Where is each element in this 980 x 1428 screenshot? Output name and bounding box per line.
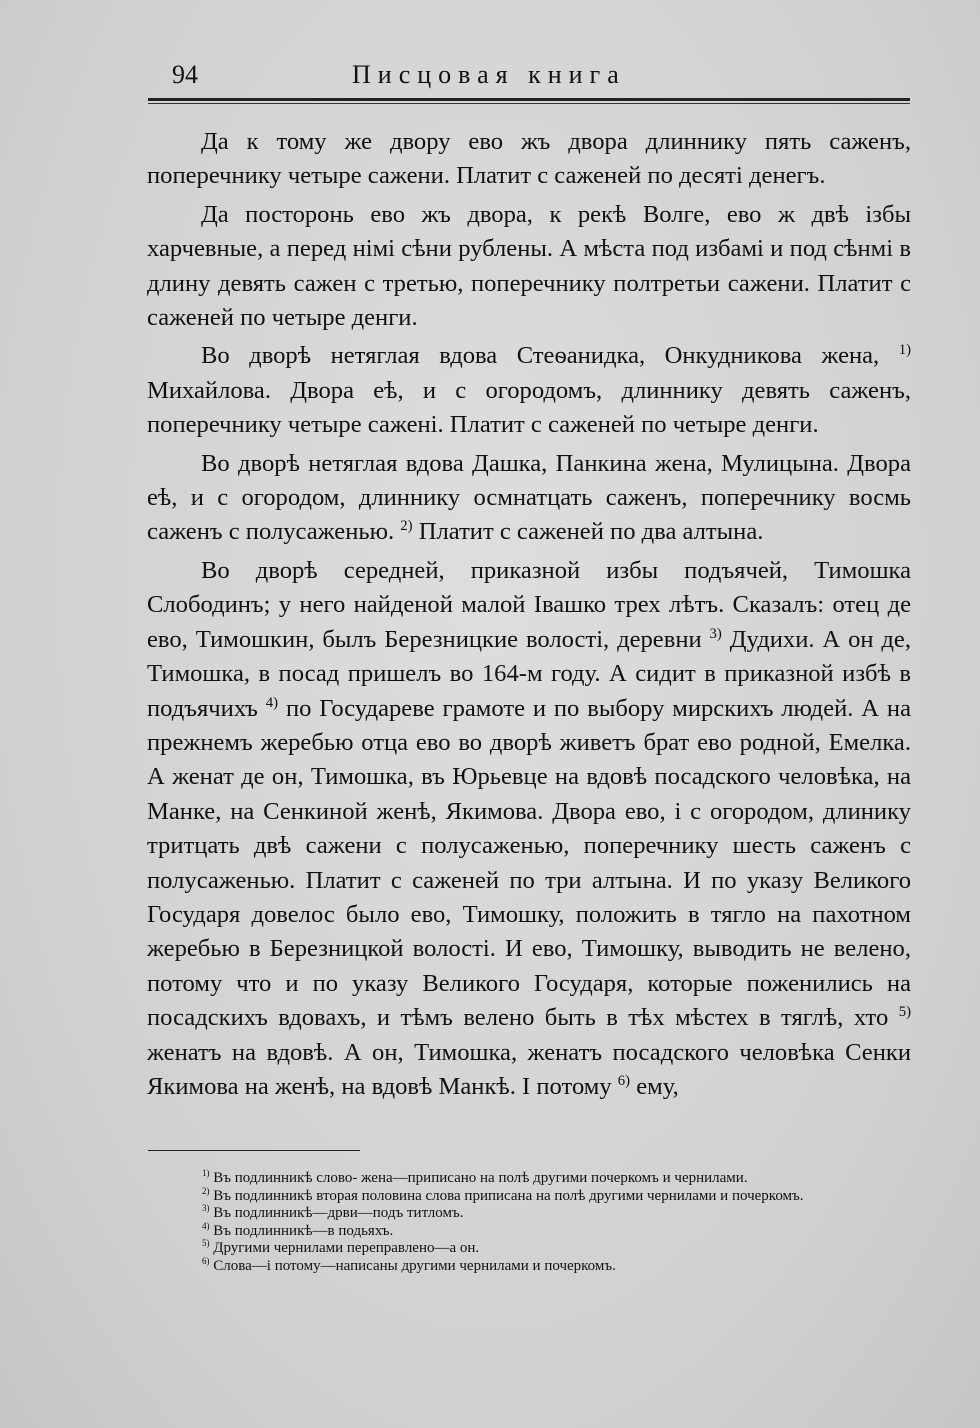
running-title: Писцовая книга — [352, 60, 626, 89]
footnote-text: Въ подлинникѣ слово- жена—приписано на полѣ другими почеркомъ и чернилами. — [213, 1170, 748, 1186]
footnotes — [148, 1170, 910, 1275]
paragraph — [147, 339, 911, 442]
footnote-mark: 2) — [202, 1185, 210, 1196]
footnote — [148, 1205, 910, 1223]
paragraph — [147, 554, 911, 1105]
paragraph-text: Во дворѣ нетяглая вдова Стеѳанидка, Онкудникова жена, — [201, 342, 880, 370]
footnote — [148, 1185, 910, 1206]
paragraph — [147, 125, 911, 194]
paragraph-text: Платит с саженей по два алтына. — [418, 518, 764, 546]
footnote-mark: 1) — [202, 1168, 210, 1178]
header-rule-thin — [148, 103, 910, 104]
footnote-text: Въ подлинникѣ—в подьяхъ. — [213, 1222, 394, 1239]
paragraph-text: Во дворѣ нетяглая вдова Дашка, Панкина жена, Мулицына. Двора еѣ, и с огородом, длиннику осмнатцать саженъ, поперечнику восмь саженъ с полусаженью. — [147, 449, 911, 546]
footnote-rule — [148, 1150, 360, 1151]
paragraph-text: Михайлова. Двора еѣ, и с огородомъ, длиннику девять саженъ, поперечнику четыре сажені. Платит с саженей по четыре денги. — [147, 376, 911, 439]
footnote-text: Другими чернилами переправлено—а он. — [213, 1240, 480, 1256]
footnote-ref: 5) — [898, 1003, 911, 1020]
footnote-ref: 4) — [265, 694, 279, 711]
footnote-text: Въ подлинникѣ—дрви—подъ титломъ. — [213, 1205, 464, 1221]
body-text — [147, 125, 911, 1108]
page-number: 94 — [172, 60, 198, 89]
footnote-mark: 5) — [202, 1238, 210, 1248]
paragraph-text: Да посторонь ево жъ двора, к рекѣ Волге, ево ж двѣ ізбы харчевные, а перед німі сѣни рублены. А мѣста под избамі и под сѣнмі в длину девять сажен с третью, поперечнику полтретьи сажени. Платит с саженей по четыре денги. — [147, 200, 911, 332]
paragraph-text: Да к тому же двору ево жъ двора длиннику пять саженъ, поперечнику четыре сажени. Платит с саженей по десяті денегъ. — [147, 128, 911, 190]
paragraph — [147, 447, 911, 550]
footnote-ref: 3) — [709, 625, 722, 642]
footnote-text: Въ подлинникѣ вторая половина слова приписана на полѣ другими чернилами и почеркомъ. — [213, 1187, 804, 1204]
paragraph-text: Во дворѣ середней, приказной избы подъячей, Тимошка Слободинъ; у него найденой малой Івашко трех лѣтъ. Сказалъ: отец де ево, Тимошкин, былъ Березницкие волості, деревни — [147, 556, 911, 653]
footnote — [148, 1240, 910, 1258]
footnote-ref: 1) — [898, 342, 911, 359]
footnote-mark: 3) — [202, 1203, 210, 1213]
footnote — [148, 1255, 910, 1276]
footnote — [148, 1170, 910, 1188]
paragraph-text: по Государеве грамоте и по выбору мирскихъ людей. А на прежнемъ жеребью отца ево во дворѣ живетъ брат ево родной, Емелка. А женат де он, Тимошка, въ Юрьевце на вдовѣ посадского человѣка, на Манке, на Сенкиной женѣ, Якимова. Двора ево, і с огородом, длинику тритцать двѣ сажени с полусаженью, поперечнику шесть саженъ с полусаженью. Платит с саженей по три алтына. И по указу Великого Государя довелос было ево, Тимошку, положить в тягло на пахотном жеребью в Березницкой волості. И ево, Тимошку, выводить не велено, потому что и по указу Великого Государя, которые поженились на посадскихъ вдовахъ, и тѣмъ велено быть в тѣх мѣстех в тяглѣ, хто — [147, 694, 911, 1032]
footnote-mark: 4) — [202, 1220, 210, 1231]
footnote — [148, 1220, 910, 1241]
paragraph — [147, 198, 911, 336]
footnote-text: Слова—і потому—написаны другими чернилами и почеркомъ. — [213, 1257, 616, 1274]
paragraph-text: ему, — [636, 1072, 679, 1100]
footnote-ref: 2) — [400, 518, 413, 535]
footnote-ref: 6) — [617, 1072, 631, 1089]
page-header — [148, 58, 910, 98]
footnote-mark: 6) — [202, 1255, 210, 1266]
header-rule — [148, 98, 910, 101]
paragraph-text: женатъ на вдовѣ. А он, Тимошка, женатъ посадского человѣка Сенки Якимова на женѣ, на вдовѣ Манкѣ. І потому — [147, 1038, 911, 1100]
paragraph-text: Дудихи. А он де, Тимошка, в посад пришелъ во 164-м году. А сидит в приказной избѣ в подъячихъ — [147, 625, 911, 722]
